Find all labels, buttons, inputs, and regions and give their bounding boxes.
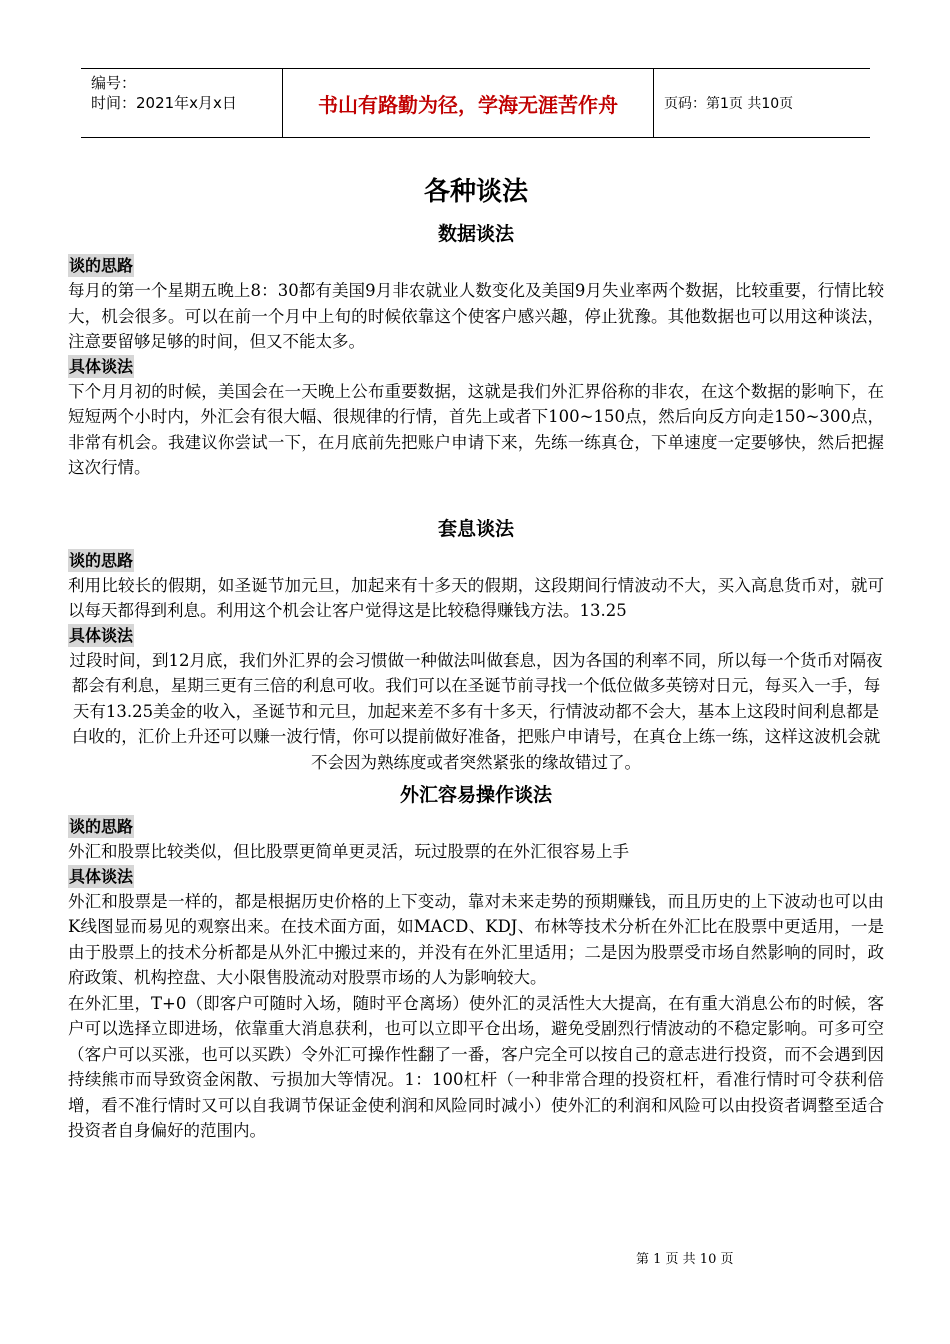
detail-text: 外汇和股票是一样的，都是根据历史价格的上下变动，靠对未来走势的预期赚钱，而且历史的上下波动也可以由K线图显而易见的观察出来。在技术面方面，如MACD、KDJ、布林等技术分析在外汇比在股票中更适用，一是由于股票上的技术分析都是从外汇中搬过来的，并没有在外汇里适用；二是因为股票受市场自然影响的同时，政府政策、机构控盘、大小限售股流动对股票市场的人为影响较大。 xyxy=(68,891,884,987)
header-page-info: 页码：第1页 共10页 xyxy=(664,96,794,112)
header-meta xyxy=(81,69,282,137)
idea-text: 利用比较长的假期，如圣诞节加元旦，加起来有十多天的假期，这段期间行情波动不大，买入高息货币对，就可以每天都得到利息。利用这个机会让客户觉得这是比较稳得赚钱方法。13.25 xyxy=(68,575,884,620)
idea-text: 每月的第一个星期五晚上8：30都有美国9月非农就业人数变化及美国9月失业率两个数据，比较重要，行情比较大，机会很多。可以在前一个月中上旬的时候依靠这个使客户感兴趣，停止犹豫。其他数据也可以用这种谈法，注意要留够足够的时间，但又不能太多。 xyxy=(68,281,884,351)
section-heading: 套息谈法 xyxy=(437,517,514,540)
idea-text: 外汇和股票比较类似，但比股票更简单更灵活，玩过股票的在外汇很容易上手 xyxy=(68,842,629,861)
section-easy-operation-talk xyxy=(68,775,884,1144)
idea-label: 谈的思路 xyxy=(69,550,134,570)
detail-text: 过段时间，到12月底，我们外汇界的会习惯做一种做法叫做套息，因为各国的利率不同，所以每一个货币对隔夜都会有利息，星期三更有三倍的利息可收。我们可以在圣诞节前寻找一个低位做多英镑对日元，每买入一手，每天有13.25美金的收入，圣诞节和元旦，加起来差不多有十多天，行情波动都不会大，基本上这段时间利息都是白收的，汇价上升还可以赚一波行情，你可以提前做好准备，把账户申请号，在真仓上练一练，这样这波机会就不会因为熟练度或者突然紧张的缘故错过了。 xyxy=(69,650,883,772)
footer-page-number: 第 1 页 共 10 页 xyxy=(636,1252,734,1267)
section-carry-trade-talk xyxy=(68,509,884,776)
detail-text: 下个月月初的时候，美国会在一天晚上公布重要数据，这就是我们外汇界俗称的非农，在这个数据的影响下，在短短两个小时内，外汇会有很大幅、很规律的行情，首先上或者下100~150点，然后向反方向走150~300点，非常有机会。我建议你尝试一下，在月底前先把账户申请下来，先练一练真仓，下单速度一定要够快，然后把握这次行情。 xyxy=(68,381,884,477)
section-data-talk xyxy=(68,214,884,481)
spacer xyxy=(68,481,884,509)
section-heading: 数据谈法 xyxy=(437,223,514,245)
document-date: 时间：2021年x月x日 xyxy=(91,94,237,112)
header-motto: 书山有路勤为径，学海无涯苦作舟 xyxy=(282,69,654,137)
document-title: 各种谈法 xyxy=(423,177,528,207)
page-header xyxy=(81,68,870,138)
document-body xyxy=(68,170,884,1144)
detail-label: 具体谈法 xyxy=(69,356,134,376)
idea-label: 谈的思路 xyxy=(69,817,134,836)
detail-label: 具体谈法 xyxy=(69,625,134,645)
detail-text-continued: 在外汇里，T+0（即客户可随时入场，随时平仓离场）使外汇的灵活性大大提高，在有重大消息公布的时候，客户可以选择立即进场，依靠重大消息获利，也可以立即平仓出场，避免受剧烈行情波动的不稳定影响。可多可空（客户可以买涨，也可以买跌）令外汇可操作性翻了一番，客户完全可以按自己的意志进行投资，而不会遇到因持续熊市而导致资金闲散、亏损加大等情况。1：100杠杆（一种非常合理的投资杠杆，看准行情时可令获利倍增，看不准行情时又可以自我调节保证金使利润和风险同时减小）使外汇的利润和风险可以由投资者调整至适合投资者自身偏好的范围内。 xyxy=(68,993,884,1140)
document-number-label: 编号： xyxy=(91,74,137,92)
detail-label: 具体谈法 xyxy=(69,866,134,886)
section-heading: 外汇容易操作谈法 xyxy=(399,784,552,806)
idea-label: 谈的思路 xyxy=(69,256,134,275)
